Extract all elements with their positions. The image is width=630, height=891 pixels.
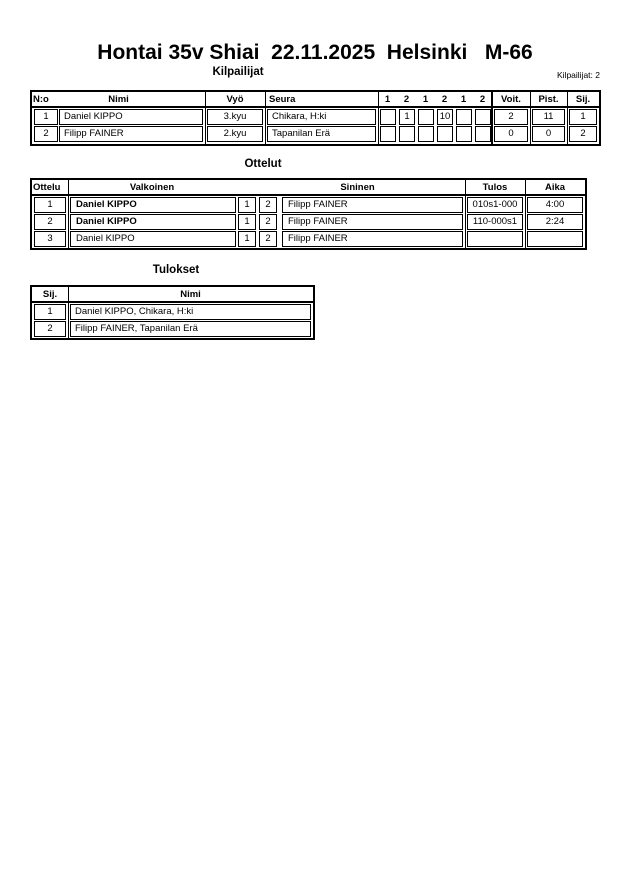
- col-header-name: Nimi: [180, 289, 201, 300]
- matches-header-row: [32, 180, 585, 196]
- cell-name: Filipp FAINER: [59, 126, 203, 142]
- cell-white-number: 1: [238, 231, 256, 247]
- cell-points: 11: [532, 109, 565, 125]
- cell-no: 1: [34, 109, 58, 125]
- cell-result: [467, 231, 523, 247]
- cell-white-name: Daniel KIPPO: [70, 214, 236, 230]
- col-header-result: Tulos: [482, 182, 508, 193]
- cell-name: Daniel KIPPO, Chikara, H:ki: [70, 304, 311, 320]
- cell-round: 1: [399, 109, 415, 125]
- cell-round: [399, 126, 415, 142]
- col-header-blue: Sininen: [340, 182, 375, 193]
- cell-club: Chikara, H:ki: [267, 109, 376, 125]
- cell-points: 0: [532, 126, 565, 142]
- cell-place: 2: [569, 126, 597, 142]
- match-row: [32, 231, 585, 247]
- col-header-place: Sij.: [42, 289, 58, 300]
- col-header-club: Seura: [269, 94, 296, 105]
- col-header-round: 1: [460, 94, 467, 105]
- cell-no: 2: [34, 126, 58, 142]
- col-header-round: 2: [441, 94, 448, 105]
- competitors-table: [30, 90, 601, 146]
- cell-white-number: 1: [238, 197, 256, 213]
- cell-round: [475, 126, 491, 142]
- match-row: [32, 197, 585, 213]
- cell-blue-name: Filipp FAINER: [282, 197, 463, 213]
- results-header-row: [32, 287, 313, 303]
- match-row: [32, 214, 585, 230]
- cell-time: 2:24: [527, 214, 583, 230]
- cell-round: [437, 126, 453, 142]
- cell-club: Tapanilan Erä: [267, 126, 376, 142]
- cell-round: [418, 109, 434, 125]
- cell-white-name: Daniel KIPPO: [70, 231, 236, 247]
- cell-match-no: 1: [34, 197, 66, 213]
- col-header-white: Valkoinen: [129, 182, 175, 193]
- result-row: [32, 321, 313, 337]
- col-header-no: N:o: [33, 94, 49, 105]
- cell-round: 10: [437, 109, 453, 125]
- cell-round: [418, 126, 434, 142]
- col-header-round: 2: [403, 94, 410, 105]
- cell-blue-name: Filipp FAINER: [282, 214, 463, 230]
- col-header-match: Ottelu: [33, 182, 61, 193]
- cell-match-no: 3: [34, 231, 66, 247]
- col-header-place: Sij.: [575, 94, 591, 105]
- cell-round: [380, 126, 396, 142]
- cell-result: 010s1-000: [467, 197, 523, 213]
- matches-table: [30, 178, 587, 250]
- cell-match-no: 2: [34, 214, 66, 230]
- cell-white-number: 1: [238, 214, 256, 230]
- competitors-heading: Kilpailijat: [212, 66, 264, 78]
- col-header-name: Nimi: [108, 94, 129, 105]
- col-header-round: 1: [422, 94, 429, 105]
- cell-blue-number: 2: [259, 231, 277, 247]
- cell-name: Filipp FAINER, Tapanilan Erä: [70, 321, 311, 337]
- col-header-round: 1: [384, 94, 391, 105]
- matches-heading: Ottelut: [244, 158, 282, 170]
- cell-blue-number: 2: [259, 197, 277, 213]
- cell-wins: 0: [494, 126, 528, 142]
- cell-white-name: Daniel KIPPO: [70, 197, 236, 213]
- cell-time: 4:00: [527, 197, 583, 213]
- cell-round: [456, 109, 472, 125]
- col-header-wins: Voit.: [501, 94, 521, 105]
- result-row: [32, 304, 313, 320]
- cell-place: 1: [34, 304, 66, 320]
- cell-wins: 2: [494, 109, 528, 125]
- cell-blue-name: Filipp FAINER: [282, 231, 463, 247]
- cell-result: 110-000s1: [467, 214, 523, 230]
- competitor-row: [32, 126, 599, 142]
- cell-belt: 3.kyu: [207, 109, 263, 125]
- cell-place: 1: [569, 109, 597, 125]
- competitors-header-row: [32, 92, 599, 108]
- col-header-points: Pist.: [538, 94, 559, 105]
- cell-round: [456, 126, 472, 142]
- competitors-count-label: Kilpailijat: 2: [557, 70, 600, 80]
- cell-name: Daniel KIPPO: [59, 109, 203, 125]
- competitor-row: [32, 109, 599, 125]
- cell-round: [475, 109, 491, 125]
- col-header-belt: Vyö: [226, 94, 244, 105]
- cell-time: [527, 231, 583, 247]
- results-heading: Tulokset: [152, 264, 200, 276]
- page-title: Hontai 35v Shiai 22.11.2025 Helsinki M-66: [97, 41, 533, 64]
- cell-blue-number: 2: [259, 214, 277, 230]
- col-header-time: Aika: [544, 182, 566, 193]
- cell-place: 2: [34, 321, 66, 337]
- col-header-round: 2: [479, 94, 486, 105]
- cell-round: [380, 109, 396, 125]
- cell-belt: 2.kyu: [207, 126, 263, 142]
- results-table: [30, 285, 315, 340]
